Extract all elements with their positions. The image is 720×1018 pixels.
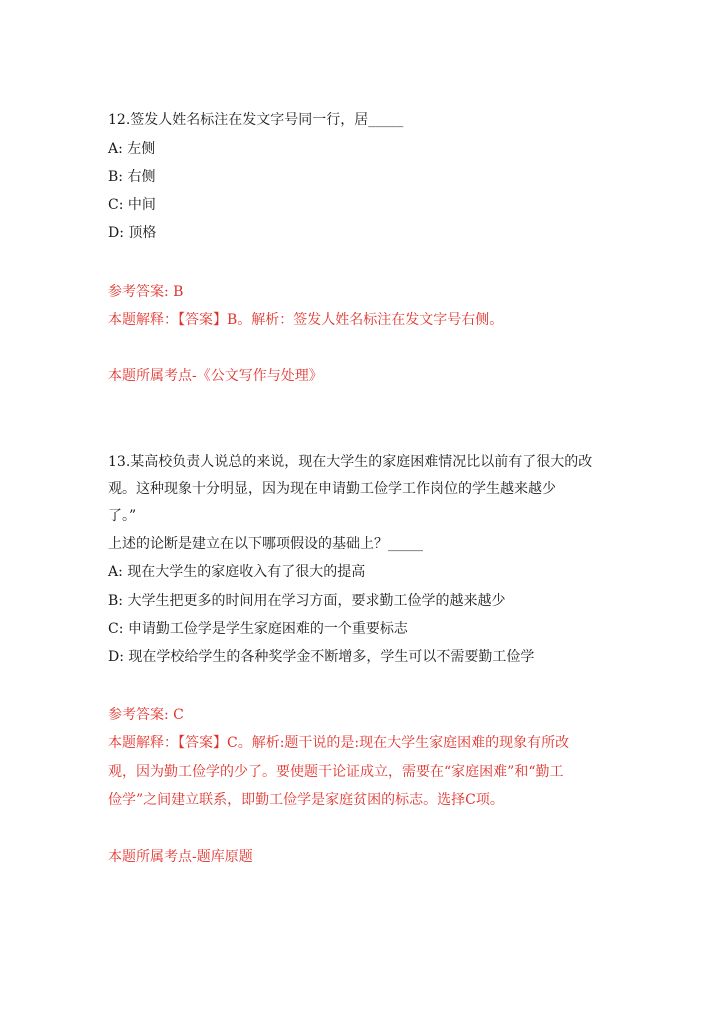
question-13-topic: 本题所属考点-题库原题	[108, 849, 253, 865]
question-12-option-d: D: 顶格	[108, 225, 157, 241]
question-13-option-c: C: 申请勤工俭学是学生家庭困难的一个重要标志	[108, 621, 408, 637]
question-13-answer: 参考答案: C	[108, 707, 184, 723]
question-12-option-c: C: 中间	[108, 197, 156, 213]
question-13-option-b: B: 大学生把更多的时间用在学习方面，要求勤工俭学的越来越少	[108, 593, 506, 609]
question-13-option-d: D: 现在学校给学生的各种奖学金不断增多，学生可以不需要勤工俭学	[108, 649, 535, 665]
question-12-stem: 12.签发人姓名标注在发文字号同一行，居_____	[108, 112, 404, 128]
question-12-option-a: A: 左侧	[108, 141, 156, 157]
question-12-topic: 本题所属考点-《公文写作与处理》	[108, 368, 323, 384]
question-13-stem-line-1: 13.某高校负责人说总的来说，现在大学生的家庭困难情况比以前有了很大的改	[108, 454, 593, 470]
question-12-answer: 参考答案: B	[108, 284, 184, 300]
question-13-explanation-line-1: 本题解释：【答案】C。解析:题干说的是:现在大学生家庭困难的现象有所改	[108, 735, 570, 751]
question-12-explanation: 本题解释：【答案】B。解析：签发人姓名标注在发文字号右侧。	[108, 312, 504, 328]
question-13-option-a: A: 现在大学生的家庭收入有了很大的提高	[108, 564, 366, 580]
question-13-prompt: 上述的论断是建立在以下哪项假设的基础上？_____	[108, 536, 423, 552]
question-13-explanation-line-3: 俭学”之间建立联系，即勤工俭学是家庭贫困的标志。选择C项。	[108, 792, 504, 808]
question-13-explanation-line-2: 观，因为勤工俭学的少了。要使题干论证成立，需要在“家庭困难”和“勤工	[108, 764, 564, 780]
question-13-stem-line-3: 了。”	[108, 508, 137, 524]
question-13-stem-line-2: 观。这种现象十分明显，因为现在申请勤工俭学工作岗位的学生越来越少	[108, 481, 556, 497]
question-12-option-b: B: 右侧	[108, 169, 156, 185]
